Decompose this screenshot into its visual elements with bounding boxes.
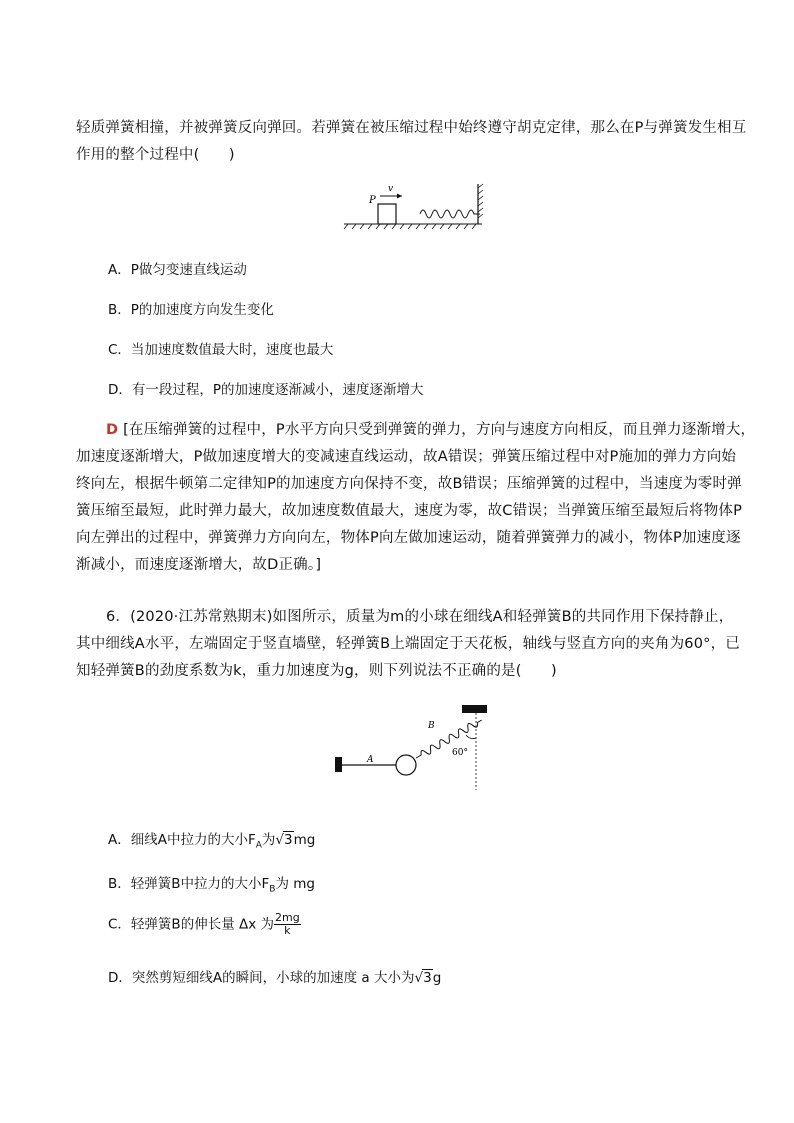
- q5-explanation-line-1: [106, 418, 755, 439]
- q6-stem-line-3: 知轻弹簧B的劲度系数为k，重力加速度为g，则下列说法不正确的是( ): [76, 663, 557, 679]
- q6-option-b: B．轻弹簧B中拉力的大小$F_B$为 mg: [108, 876, 315, 895]
- explanation-text: [在压缩弹簧的过程中，P水平方向只受到弹簧的弹力，方向与速度方向相反，而且弹力逐渐增大，: [123, 422, 756, 438]
- label-p: P: [369, 195, 376, 206]
- fraction: $\frac{2mg}{k}$: [275, 911, 300, 937]
- spring-b: [414, 717, 483, 761]
- answer-letter: D: [106, 422, 119, 438]
- wall-block: [335, 757, 342, 772]
- sqrt-expression: √3: [414, 970, 432, 986]
- label-a: A: [367, 755, 374, 765]
- ball-spring-figure: [330, 700, 490, 795]
- q5-stem-line-1: 轻质弹簧相撞，并被弹簧反向弹回。若弹簧在被压缩过程中始终遵守胡克定律，那么在P与弹簧发生相互: [76, 120, 747, 136]
- q6-option-a: A．细线A中拉力的大小$F_A$为√3mg: [108, 832, 316, 851]
- q5-explanation-line-5: 向左弹出的过程中，弹簧弹力方向向左，物体P向左做加速运动，随着弹簧弹力的减小，物体P加速度逐: [76, 530, 741, 546]
- q6-option-d: D．突然剪短细线A的瞬间，小球的加速度 a 大小为√3g: [108, 970, 442, 986]
- angle-arc: [466, 735, 476, 739]
- q5-explanation-line-6: 渐减小，而速度逐渐增大，故D正确。]: [76, 557, 322, 573]
- q6-option-c: C．轻弹簧B的伸长量 Δx 为 $\frac{2mg}{k}$: [108, 911, 300, 937]
- q5-explanation-line-3: 终向左，根据牛顿第二定律知P的加速度方向保持不变，故B错误；压缩弹簧的过程中，当速度为零时弹: [76, 476, 742, 492]
- label-angle: 60°: [452, 748, 468, 758]
- ball: [396, 755, 416, 775]
- q6-stem-line-1: 6．(2020·江苏常熟期末)如图所示，质量为m的小球在细线A和轻弹簧B的共同作用下保持静止，: [106, 609, 734, 625]
- sqrt-expression: √3: [275, 832, 293, 848]
- q5-stem-line-2: 作用的整个过程中( ): [76, 147, 235, 163]
- block-p: [378, 204, 396, 224]
- ceiling-block: [462, 705, 487, 713]
- q6-stem-line-2: 其中细线A水平，左端固定于竖直墙壁，轻弹簧B上端固定于天花板，轴线与竖直方向的夹角为60°，已: [76, 636, 740, 652]
- q5-option-b: B．P的加速度方向发生变化: [108, 302, 274, 318]
- q5-option-c: C．当加速度数值最大时，速度也最大: [108, 342, 334, 358]
- q5-option-d: D．有一段过程，P的加速度逐渐减小，速度逐渐增大: [108, 382, 424, 398]
- horizontal-spring: [420, 210, 480, 218]
- label-b: B: [428, 721, 435, 731]
- block-spring-figure: [340, 180, 490, 230]
- q5-explanation-line-2: 加速度逐渐增大，P做加速度增大的变减速直线运动，故A错误；弹簧压缩过程中对P施加的弹力方向始: [76, 449, 737, 465]
- label-v: v: [388, 184, 394, 194]
- q5-explanation-line-4: 簧压缩至最短，此时弹力最大，故加速度数值最大，速度为零，故C错误；当弹簧压缩至最短后将物体P: [76, 503, 743, 519]
- q5-option-a: A．P做匀变速直线运动: [108, 262, 247, 278]
